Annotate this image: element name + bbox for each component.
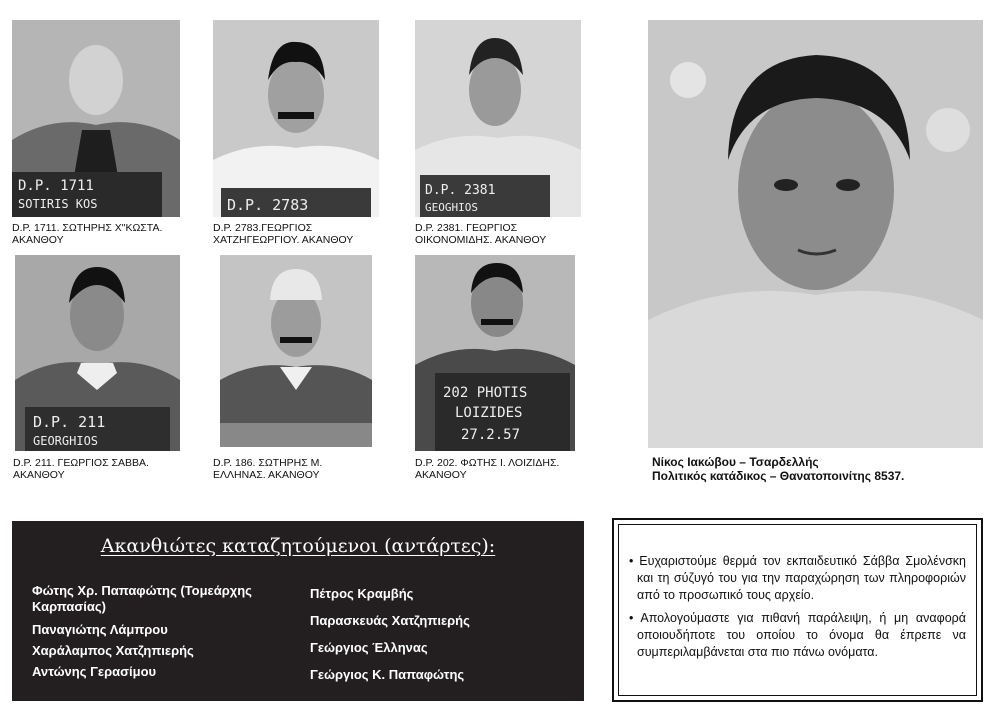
mugshot-6 bbox=[415, 255, 575, 451]
mugshot-3 bbox=[415, 20, 581, 217]
list-item: Πέτρος Κραμβής bbox=[310, 586, 414, 601]
svg-text:SOTIRIS KOS: SOTIRIS KOS bbox=[18, 197, 98, 211]
mugshot-4 bbox=[15, 255, 180, 451]
portrait-photo-icon bbox=[15, 255, 180, 451]
caption-2: D.P. 2783.ΓΕΩΡΓΙΟΣ ΧΑΤΖΗΓΕΩΡΓΙΟΥ. ΑΚΑΝΘΟΥ bbox=[213, 222, 354, 246]
portrait-photo-icon bbox=[415, 20, 581, 217]
caption-6: D.P. 202. ΦΩΤΗΣ Ι. ΛΟΙΖΙΔΗΣ. ΑΚΑΝΘΟΥ bbox=[415, 457, 560, 481]
svg-text:27.2.57: 27.2.57 bbox=[461, 427, 521, 443]
svg-text:D.P. 2381: D.P. 2381 bbox=[425, 183, 496, 198]
portrait-photo-icon bbox=[220, 255, 372, 447]
list-item: Παρασκευάς Χατζηπιερής bbox=[310, 613, 470, 628]
caption-3: D.P. 2381. ΓΕΩΡΓΙΟΣ ΟΙΚΟΝΟΜΙΔΗΣ. ΑΚΑΝΘΟΥ bbox=[415, 222, 547, 246]
portrait-photo-icon bbox=[648, 20, 983, 448]
mugshot-1 bbox=[12, 20, 180, 217]
caption-1: D.P. 1711. ΣΩΤΗΡΗΣ Χ"ΚΩΣΤΑ. ΑΚΑΝΘΟΥ bbox=[12, 222, 163, 246]
list-item: Αντώνης Γερασίμου bbox=[32, 664, 157, 679]
mugshot-2 bbox=[213, 20, 379, 217]
featured-name: Νίκος Ιακώβου – Τσαρδελλής bbox=[652, 455, 819, 469]
svg-text:D.P. 2783: D.P. 2783 bbox=[227, 196, 309, 214]
apology-note: • Απολογούμαστε για πιθανή παράλειψη, ή μη αναφορά οποιουδήποτε του οποίου το όνομα θα έπρεπε να συμπεριλαμβάνεται στα πιο πάνω ονόματα. bbox=[629, 611, 966, 659]
fugitives-left-list bbox=[32, 583, 302, 682]
portrait-photo-icon bbox=[12, 20, 180, 217]
featured-caption bbox=[652, 455, 904, 483]
fugitives-box bbox=[12, 521, 584, 701]
acknowledgement-note: • Ευχαριστούμε θερμά τον εκπαιδευτικό Σάββα Σμολένσκη και τη σύζυγό του για την παραχώρηση των πληροφοριών από το προσωπικό τους αρχείο. bbox=[629, 554, 966, 602]
fugitives-right-list bbox=[310, 583, 570, 685]
svg-text:GEORGHIOS: GEORGHIOS bbox=[33, 434, 99, 448]
list-item: Χαράλαμπος Χατζηπιερής bbox=[32, 643, 194, 658]
list-item: Γεώργιος Έλληνας bbox=[310, 640, 428, 655]
portrait-photo-icon bbox=[415, 255, 575, 451]
acknowledgements-box bbox=[612, 518, 983, 702]
caption-4: D.P. 211. ΓΕΩΡΓΙΟΣ ΣΑΒΒΑ. ΑΚΑΝΘΟΥ bbox=[13, 457, 149, 481]
svg-text:GEOGHIOS: GEOGHIOS bbox=[425, 201, 478, 214]
caption-5: D.P. 186. ΣΩΤΗΡΗΣ Μ. ΕΛΛΗΝΑΣ. ΑΚΑΝΘΟΥ bbox=[213, 457, 323, 481]
portrait-photo-icon bbox=[213, 20, 379, 217]
board-text: D.P. 1711 bbox=[18, 178, 94, 194]
fugitives-title: Ακανθιώτες καταζητούμενοι (αντάρτες): bbox=[100, 535, 496, 557]
mugshot-5 bbox=[220, 255, 372, 447]
list-item: Παναγιώτης Λάμπρου bbox=[32, 622, 168, 637]
list-item: Φώτης Χρ. Παπαφώτης (Τομεάρχης Καρπασίας) bbox=[32, 583, 252, 614]
featured-description: Πολιτικός κατάδικος – Θανατοποινίτης 8537. bbox=[652, 469, 905, 483]
list-item: Γεώργιος Κ. Παπαφώτης bbox=[310, 667, 465, 682]
svg-text:LOIZIDES: LOIZIDES bbox=[455, 405, 523, 421]
featured-portrait bbox=[648, 20, 983, 448]
svg-text:D.P. 211: D.P. 211 bbox=[33, 413, 106, 431]
svg-text:202 PHOTIS: 202 PHOTIS bbox=[443, 385, 528, 401]
